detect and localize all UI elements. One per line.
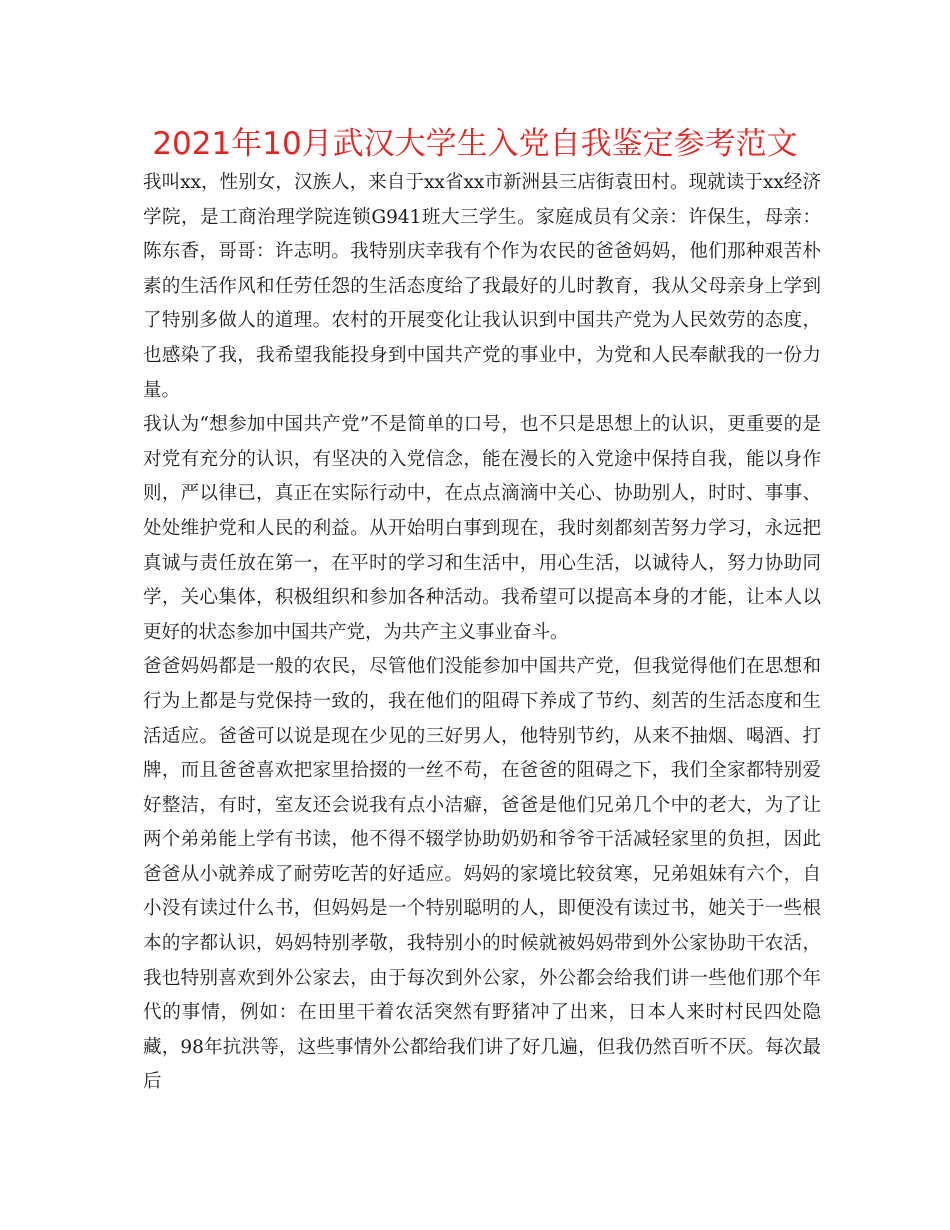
- paragraph-2: 我认为“想参加中国共产党”不是简单的口号，也不只是思想上的认识，更重要的是对党有充分的认识，有坚决的入党信念，能在漫长的入党途中保持自我，能以身作则，严以律已，真正在实际行动中，在点点滴滴中关心、协助别人，时时、事事、处处维护党和人民的利益。从开始明白事到现在，我时刻都刻苦努力学习，永远把真诚与责任放在第一，在平时的学习和生活中，用心生活，以诚待人，努力协助同学，关心集体，积极组织和参加各种活动。我希望可以提高本身的才能，让本人以更好的状态参加中国共产党，为共产主义事业奋斗。: [143, 414, 821, 643]
- paragraph-3: 爸爸妈妈都是一般的农民，尽管他们没能参加中国共产党，但我觉得他们在思想和行为上都是与党保持一致的，我在他们的阻碍下养成了节约、刻苦的生活态度和生活适应。爸爸可以说是现在少见的三好男人，他特别节约，从来不抽烟、喝酒、打牌，而且爸爸喜欢把家里拾掇的一丝不苟，在爸爸的阻碍之下，我们全家都特别爱好整洁，有时，室友还会说我有点小洁癖，爸爸是他们兄弟几个中的老大，为了让两个弟弟能上学有书读，他不得不辍学协助奶奶和爷爷干活减轻家里的负担，因此爸爸从小就养成了耐劳吃苦的好适应。妈妈的家境比较贫寒，兄弟姐妹有六个，自小没有读过什么书，但妈妈是一个特别聪明的人，即便没有读过书，她关于一些根本的字都认识，妈妈特别孝敬，我特别小的时候就被妈妈带到外公家协助干农活，我也特别喜欢到外公家去，由于每次到外公家，外公都会给我们讲一些他们那个年代的事情，例如：在田里干着农活突然有野猪冲了出来，日本人来时村民四处隐藏，98年抗洪等，这些事情外公都给我们讲了好几遍，但我仍然百听不厌。每次最后: [143, 656, 821, 1093]
- document-title: 2021年10月武汉大学生入党自我鉴定参考范文: [152, 126, 798, 162]
- document-body: [143, 166, 821, 1100]
- paragraph-1: 我叫xx，性别女，汉族人，来自于xx省xx市新洲县三店街袁田村。现就读于xx经济学院，是工商治理学院连锁G941班大三学生。家庭成员有父亲：许保生，母亲：陈东香，哥哥：许志明。我特别庆幸我有个作为农民的爸爸妈妈，他们那种艰苦朴素的生活作风和任劳任怨的生活态度给了我最好的儿时教育，我从父母亲身上学到了特别多做人的道理。农村的开展变化让我认识到中国共产党为人民效劳的态度，也感染了我，我希望我能投身到中国共产党的事业中，为党和人民奉献我的一份力量。: [143, 172, 821, 401]
